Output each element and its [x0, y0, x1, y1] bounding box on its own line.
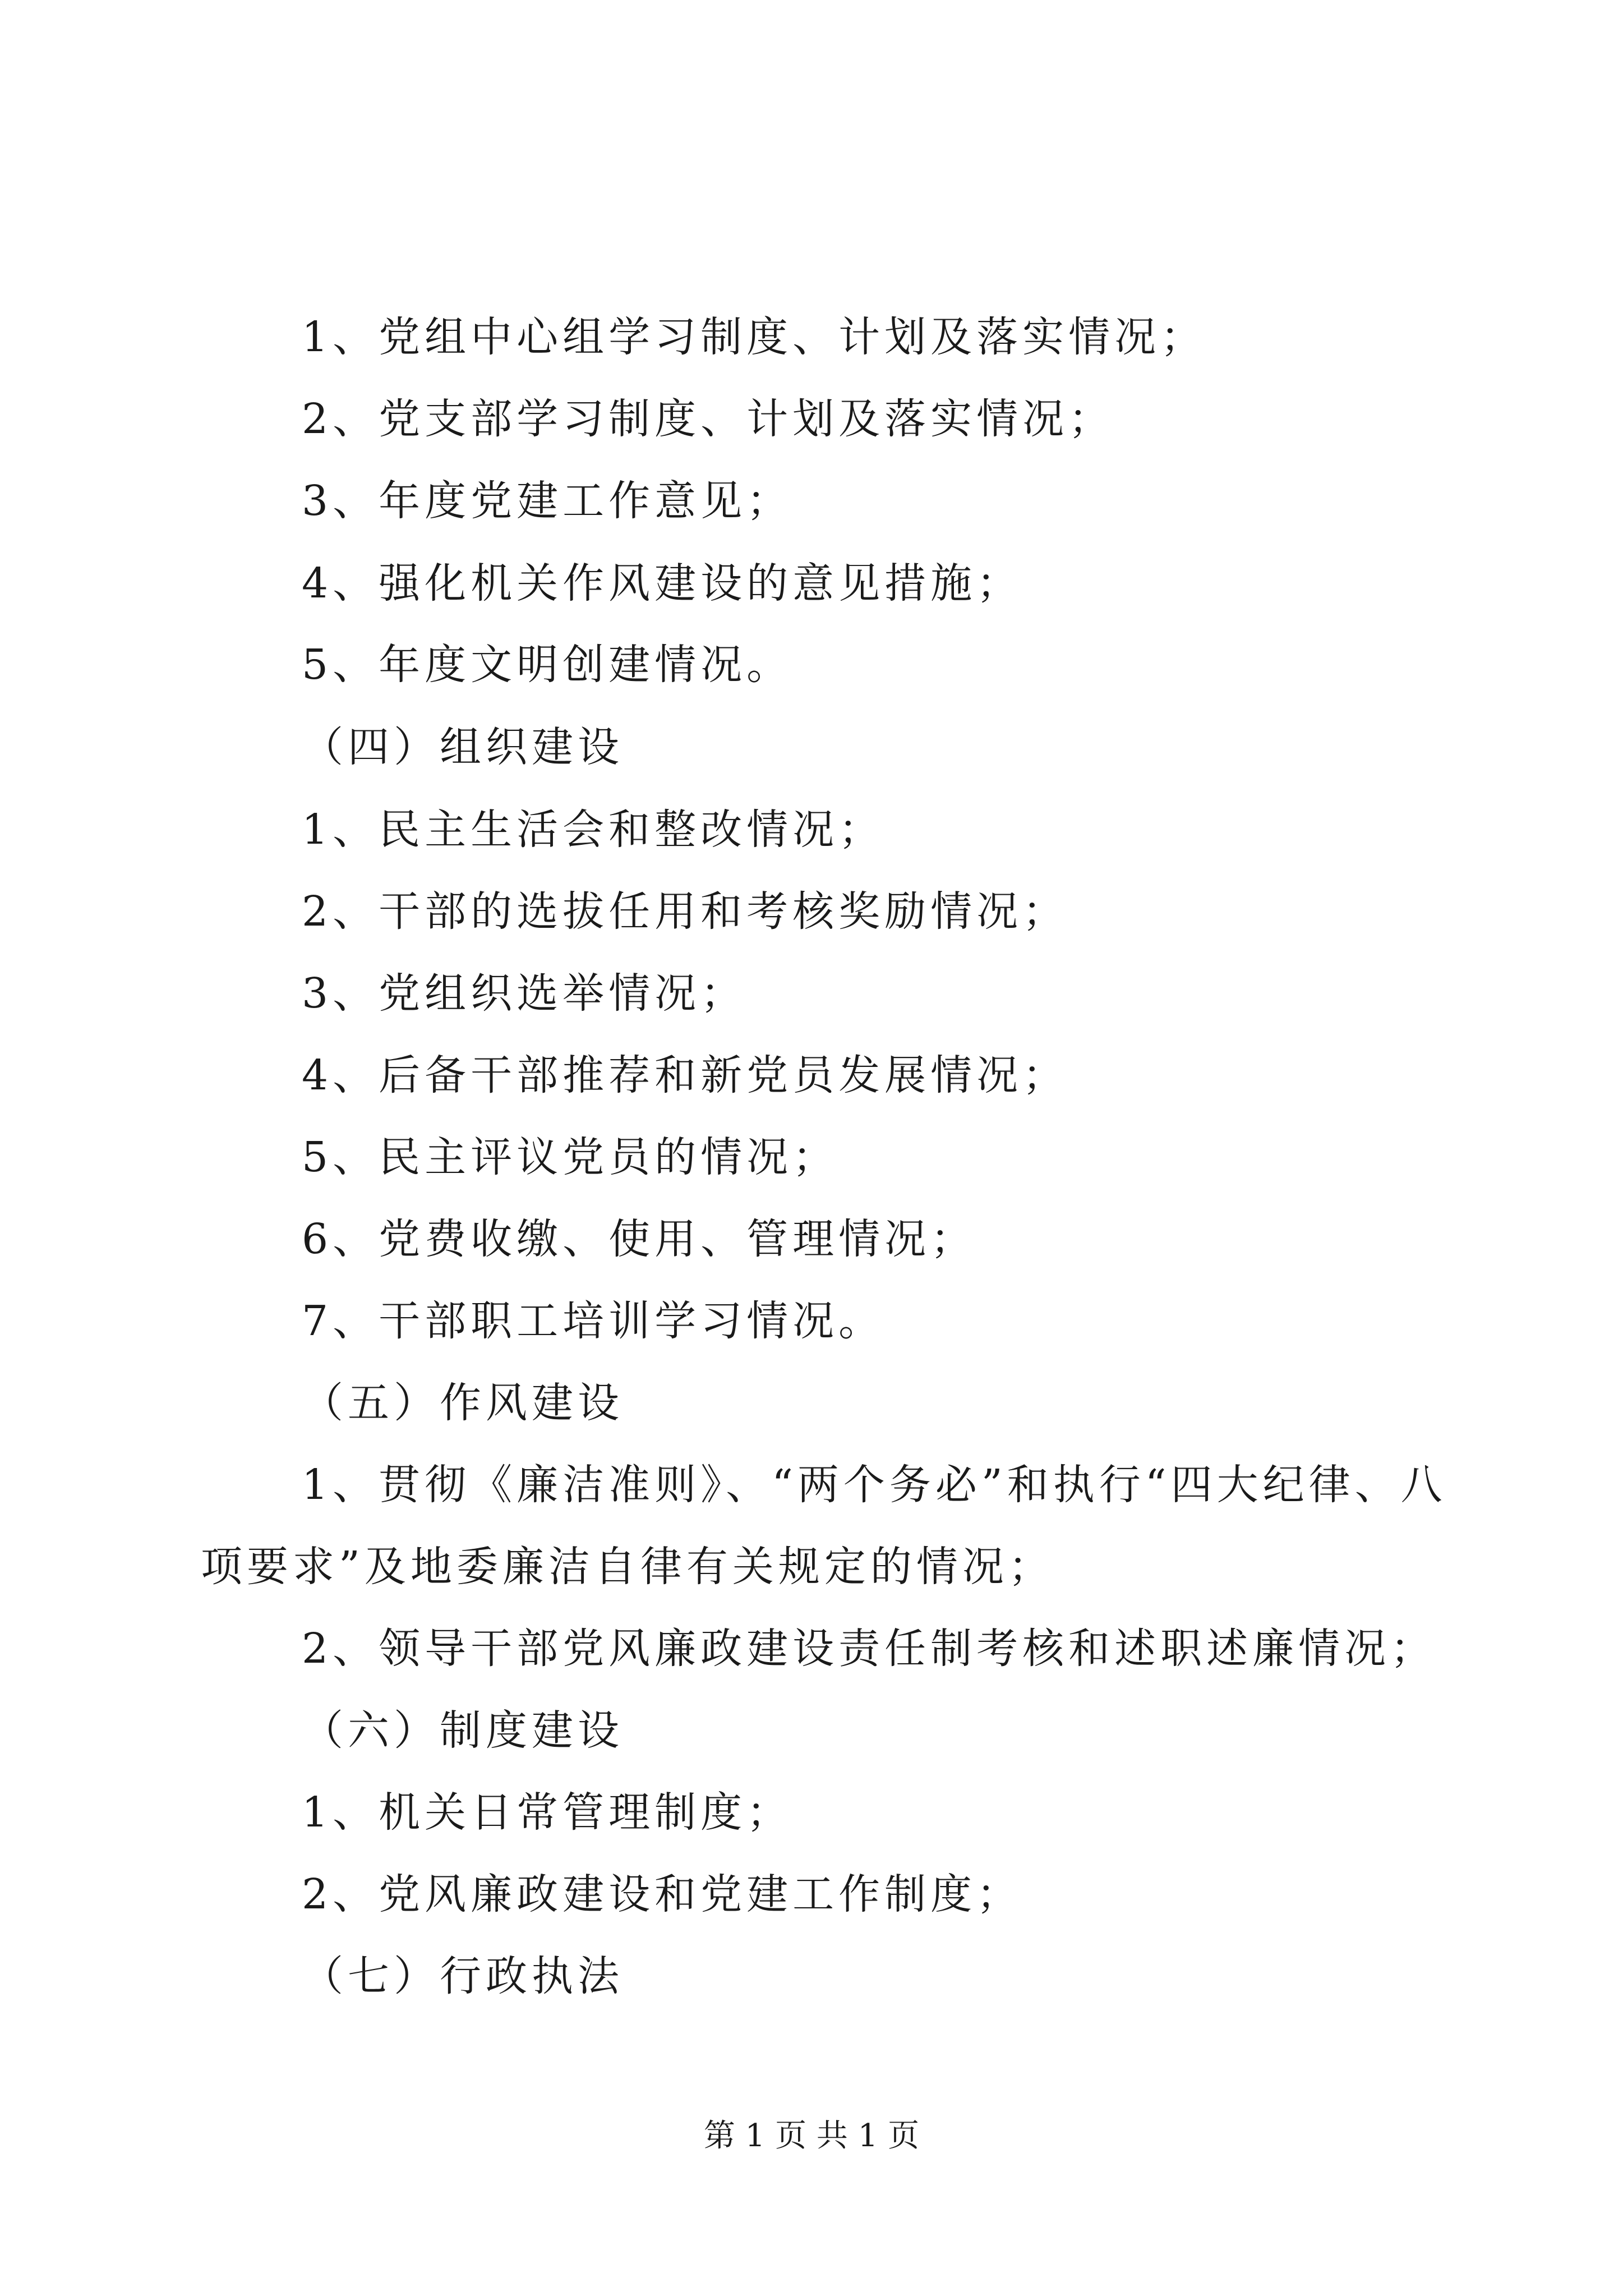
text-line: 1、民主生活会和整改情况；	[302, 806, 885, 854]
text-line: 5、年度文明创建情况。	[302, 641, 793, 689]
text-line: 5、民主评议党员的情况；	[302, 1133, 839, 1181]
section-heading: （四）组织建设	[302, 723, 624, 771]
text-line: 2、干部的选拔任用和考核奖励情况；	[302, 887, 1069, 936]
section-heading: （五）作风建设	[302, 1379, 624, 1427]
page-footer: 第 1 页 共 1 页	[703, 2118, 920, 2154]
text-line: 6、党费收缴、使用、管理情况；	[302, 1215, 977, 1263]
text-line: 2、党风廉政建设和党建工作制度；	[302, 1870, 1023, 1918]
text-line: 2、领导干部党风廉政建设责任制考核和述职述廉情况；	[302, 1625, 1437, 1673]
text-line: 1、贯彻《廉洁准则》、“两个务必”和执行“四大纪律、八	[302, 1461, 1447, 1509]
text-line-continuation: 项要求”及地委廉洁自律有关规定的情况；	[201, 1543, 1054, 1591]
text-line: 7、干部职工培训学习情况。	[302, 1297, 885, 1345]
section-heading: （六）制度建设	[302, 1706, 624, 1755]
section-heading: （七）行政执法	[302, 1952, 624, 2000]
text-line: 3、年度党建工作意见；	[302, 477, 793, 525]
text-line: 4、后备干部推荐和新党员发展情况；	[302, 1051, 1069, 1099]
text-line: 4、强化机关作风建设的意见措施；	[302, 559, 1023, 608]
text-line: 3、党组织选举情况；	[302, 969, 747, 1018]
text-line: 1、机关日常管理制度；	[302, 1788, 793, 1837]
text-line: 2、党支部学习制度、计划及落实情况；	[302, 395, 1115, 443]
text-line: 1、党组中心组学习制度、计划及落实情况；	[302, 313, 1207, 361]
